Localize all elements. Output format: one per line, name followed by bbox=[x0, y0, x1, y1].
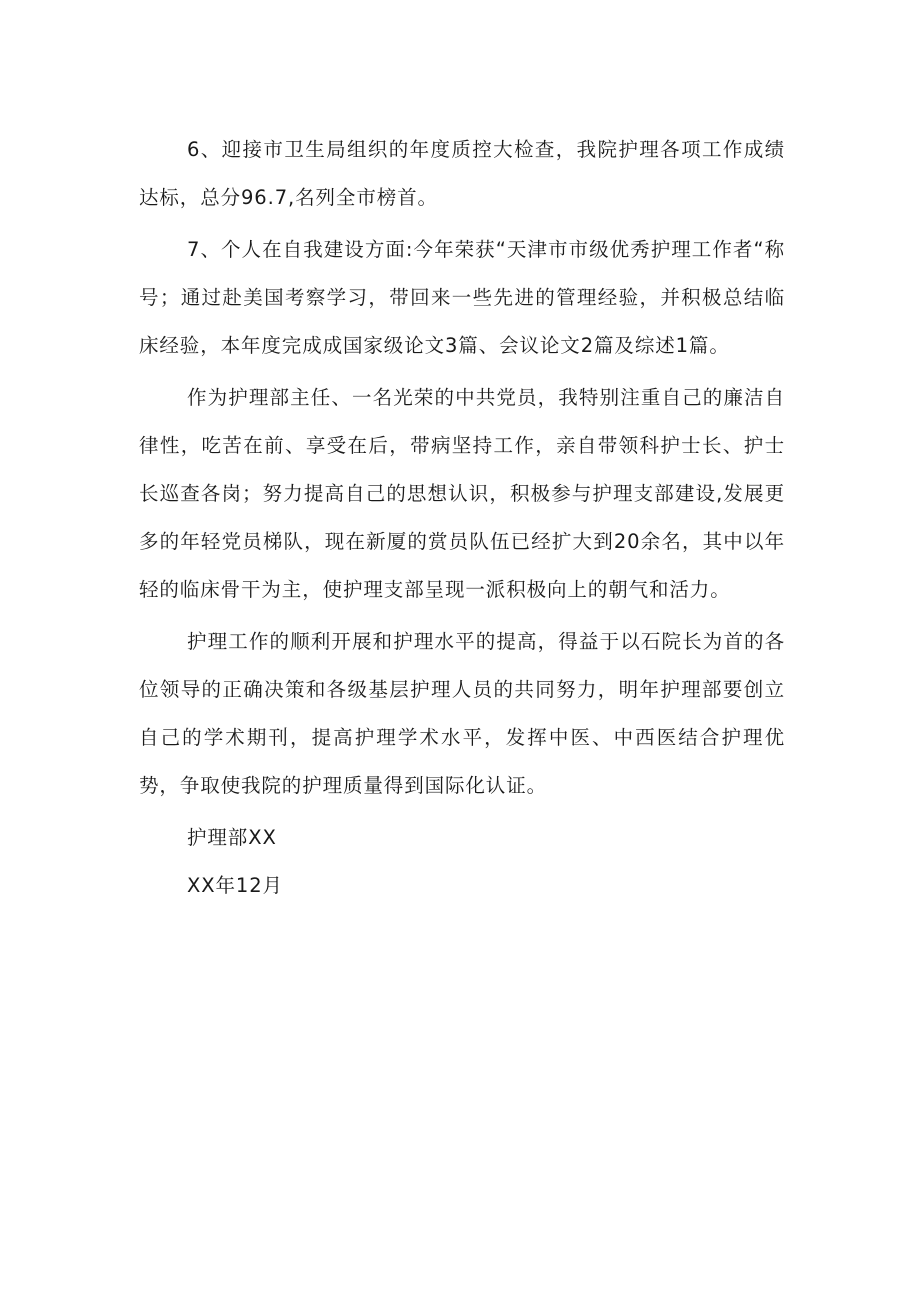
paragraph-acknowledgement: 护理工作的顺利开展和护理水平的提高，得益于以石院长为首的各位领导的正确决策和各级基层护理人员的共同努力，明年护理部要创立自己的学术期刊，提高护理学术水平，发挥中医、中西医结合护理优势，争取使我院的护理质量得到国际化认证。 bbox=[139, 630, 785, 797]
paragraph-party-member: 作为护理部主任、一名光荣的中共党员，我特别注重自己的廉洁自律性，吃苦在前、享受在后，带病坚持工作，亲自带领科护士长、护士长巡查各岗；努力提高自己的思想认识，积极参与护理支部建设,发展更多的年轻党员梯队，现在新厦的赏员队伍已经扩大到20余名，其中以年轻的临床骨干为主，使护理支部呈现一派积极向上的朝气和活力。 bbox=[139, 386, 785, 601]
signature: 护理部XX bbox=[187, 826, 277, 849]
paragraph-quality-inspection: 6、迎接市卫生局组织的年度质控大检查，我院护理各项工作成绩达标，总分96.7,名列全市榜首。 bbox=[139, 138, 785, 209]
date: XX年12月 bbox=[187, 874, 283, 897]
document-body bbox=[139, 126, 785, 910]
paragraph-personal-development: 7、个人在自我建设方面:今年荣获“天津市市级优秀护理工作者“称号；通过赴美国考察学习，带回来一些先进的管理经验，并积极总结临床经验，本年度完成成国家级论文3篇、会议论文2篇及综述1篇。 bbox=[139, 238, 785, 357]
